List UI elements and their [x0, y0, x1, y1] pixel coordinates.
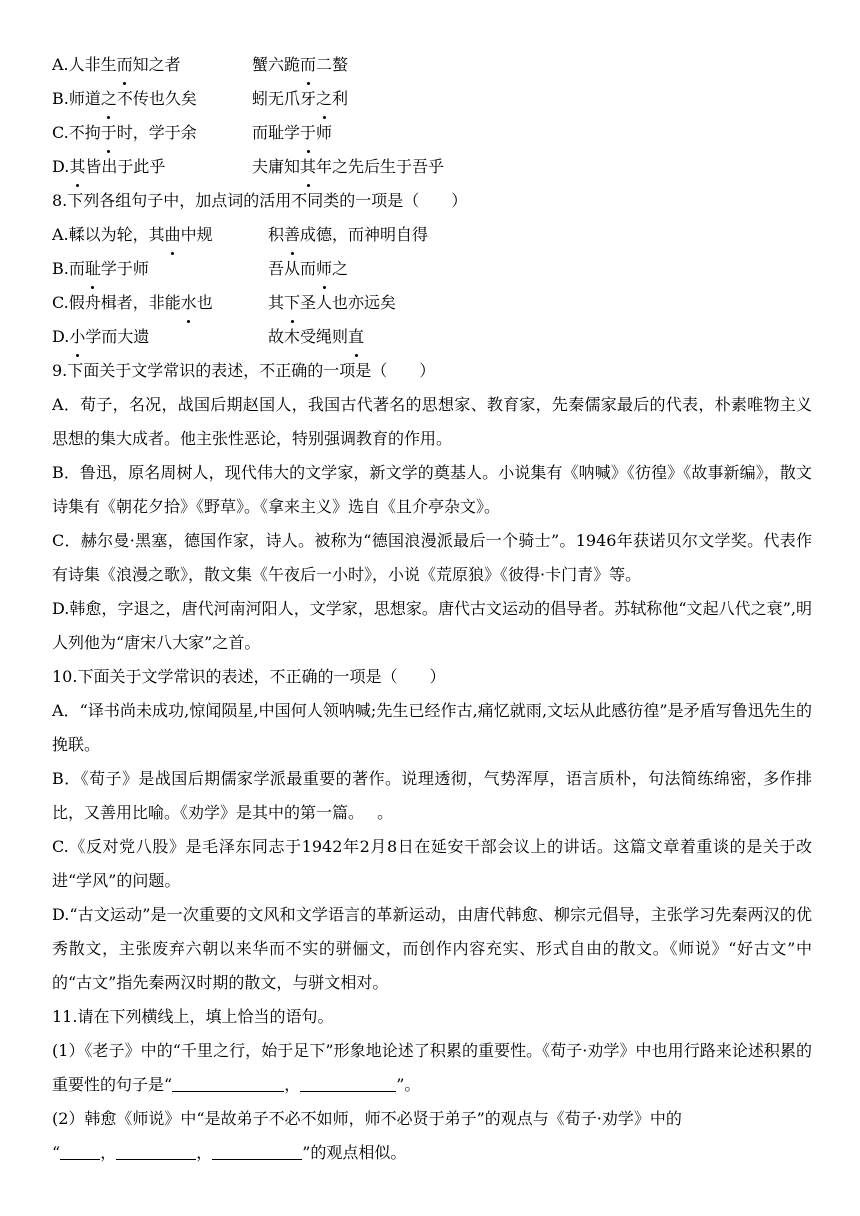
answer-blank[interactable] — [300, 1073, 396, 1092]
q10-option-d: D.“古文运动”是一次重要的文风和文学语言的革新运动，由唐代韩愈、柳宗元倡导，主张学习先秦两汉的优秀散文，主张废弃六朝以来华而不实的骈俪文，而创作内容充实、形式自由的散文。《师说》“好古文”中的“古文”指先秦两汉时期的散文，与骈文相对。 — [52, 905, 812, 992]
dotted-char: 于 — [300, 116, 316, 150]
question-9 — [52, 354, 812, 660]
q7-options — [52, 48, 812, 184]
q8-option: B.而耻学于师 吾从而师之 — [52, 252, 812, 286]
q11-part-2: (2）韩愈《师说》中“是故弟子不必不如师，师不必贤于弟子”的观点与《荀子·劝学》中的 “ ， ， ”的观点相似。 — [52, 1109, 682, 1162]
dotted-char: 而 — [300, 48, 316, 82]
answer-blank[interactable] — [212, 1141, 302, 1160]
answer-blank[interactable] — [172, 1073, 284, 1092]
dotted-char: 于 — [101, 116, 117, 150]
q10-option-b: B．《荀子》是战国后期儒家学派最重要的著作。说理透彻，气势浑厚，语言质朴，句法简练绵密，多作排比，又善用比喻。《劝学》是其中的第一篇。 。 — [52, 769, 812, 822]
q7-option: D.其皆出于此乎 夫庸知其年之先后生于吾乎 — [52, 150, 812, 184]
q10-option-a: A．“译书尚未成功,惊闻陨星,中国何人领呐喊;先生已经作古,痛忆就雨,文坛从此感彷徨”是矛盾写鲁迅先生的挽联。 — [52, 701, 812, 754]
q7-option: A.人非生而知之者 蟹六跪而二螯 — [52, 48, 812, 82]
q9-option-c: C．赫尔曼·黑塞，德国作家，诗人。被称为“德国浪漫派最后一个骑士”。1946年获诺贝尔文学奖。代表作有诗集《浪漫之歌》，散文集《午夜后一小时》，小说《荒原狼》《彼得·卡门青》等。 — [52, 531, 812, 584]
dotted-char: 小 — [69, 320, 85, 354]
q7-option: B.师道之不传也久矣 蚓无爪牙之利 — [52, 82, 812, 116]
dotted-char: 水 — [181, 286, 197, 320]
q8-option: C.假舟楫者，非能水也 其下圣人也亦远矣 — [52, 286, 812, 320]
dotted-char: 之 — [101, 82, 117, 116]
dotted-char: 下 — [284, 286, 300, 320]
q9-option-d: D.韩愈，字退之，唐代河南河阳人，文学家，思想家。唐代古文运动的倡导者。苏轼称他“文起八代之衰”,明人列他为“唐宋八大家”之首。 — [52, 599, 812, 652]
q8-option: A.輮以为轮，其曲中规 积善成德，而神明自得 — [52, 218, 812, 252]
q10-stem: 10.下面关于文学常识的表述，不正确的一项是（ ） — [52, 667, 446, 686]
q9-option-b: B．鲁迅，原名周树人，现代伟大的文学家，新文学的奠基人。小说集有《呐喊》《彷徨》《故事新编》，散文诗集有《朝花夕拾》《野草》。《拿来主义》选自《且介亭杂文》。 — [52, 463, 812, 516]
q8-stem: 8.下列各组句子中，加点词的活用不同类的一项是（ ） — [52, 191, 468, 210]
dotted-char: 善 — [284, 218, 300, 252]
q11-part-1: (1）《老子》中的“千里之行，始于足下”形象地论述了积累的重要性。《荀子·劝学》中也用行路来论述积累的重要性的句子是“ ， ”。 — [52, 1041, 812, 1094]
q9-option-a: A．荀子，名况，战国后期赵国人，我国古代著名的思想家、教育家，先秦儒家最后的代表，朴素唯物主义思想的集大成者。他主张性恶论，特别强调教育的作用。 — [52, 395, 812, 448]
dotted-char: 师 — [316, 252, 332, 286]
dotted-char: 之 — [316, 82, 332, 116]
dotted-char: 而 — [117, 48, 133, 82]
question-10 — [52, 660, 812, 1000]
q9-stem: 9.下面关于文学常识的表述，不正确的一项是（ ） — [52, 361, 436, 380]
dotted-char: 其 — [300, 150, 316, 184]
q11-stem: 11.请在下列横线上，填上恰当的语句。 — [52, 1007, 334, 1026]
document-page — [52, 48, 812, 1170]
answer-blank[interactable] — [116, 1141, 196, 1160]
dotted-char: 其 — [69, 150, 85, 184]
question-8 — [52, 184, 812, 354]
q8-option: D.小学而大遗 故木受绳则直 — [52, 320, 812, 354]
dotted-char: 直 — [348, 320, 364, 354]
q10-option-c: C.《反对党八股》是毛泽东同志于1942年2月8日在延安干部会议上的讲话。这篇文章着重谈的是关于改进“学风”的问题。 — [52, 837, 812, 890]
question-11 — [52, 1000, 812, 1170]
q7-option: C.不拘于时，学于余 而耻学于师 — [52, 116, 812, 150]
dotted-char: 耻 — [85, 252, 101, 286]
answer-blank[interactable] — [60, 1141, 100, 1160]
dotted-char: 曲 — [165, 218, 181, 252]
